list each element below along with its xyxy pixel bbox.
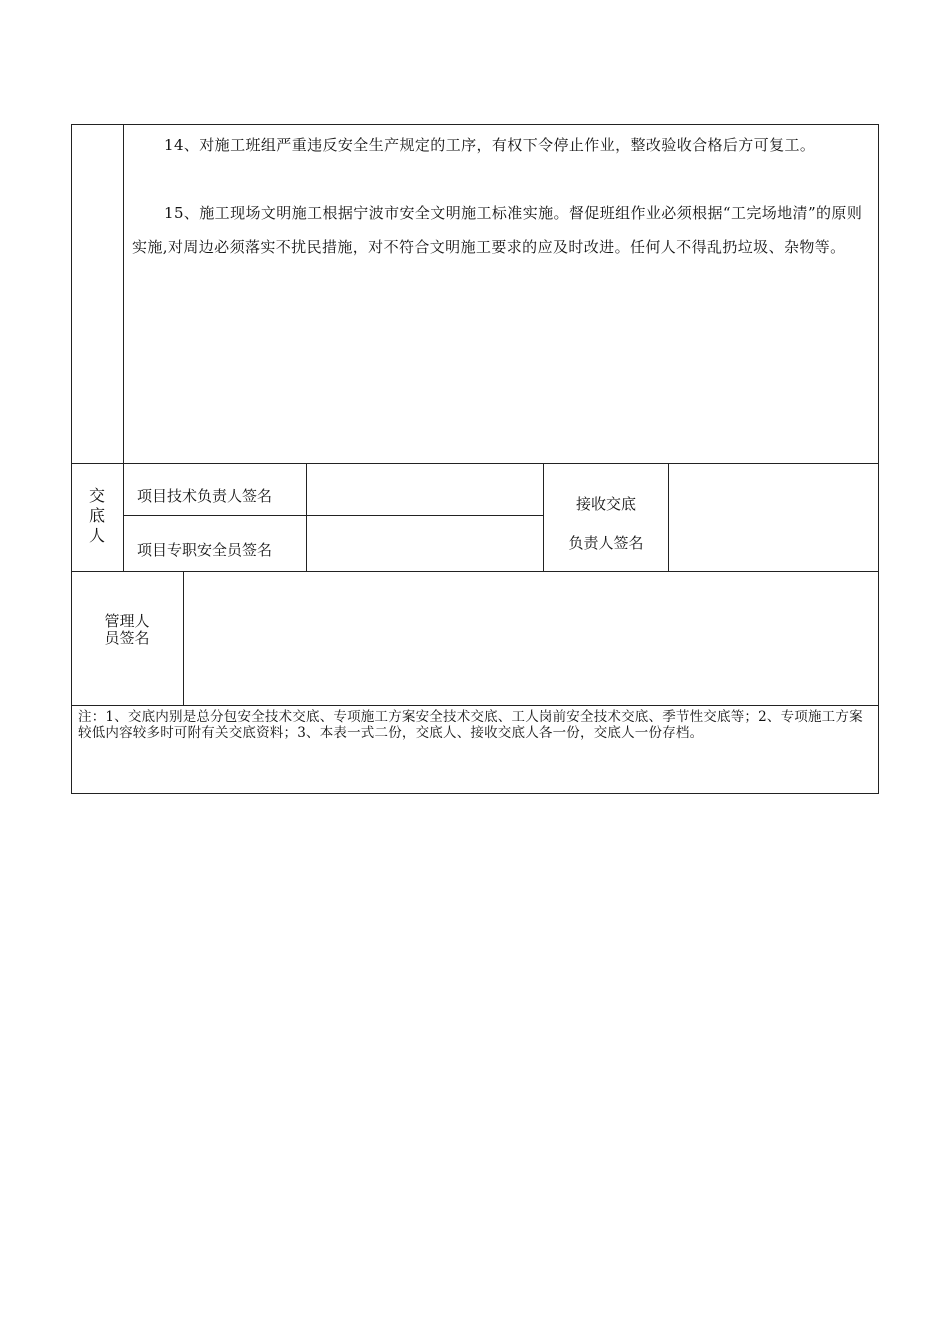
safety-officer-signature-field[interactable] (307, 516, 543, 571)
safety-officer-signature-label: 项目专职安全员签名 (137, 541, 273, 559)
discloser-label: 交底人 (88, 486, 105, 545)
management-signature-field[interactable] (184, 572, 878, 705)
col-divider-label (123, 124, 124, 572)
table-border-top (71, 124, 879, 125)
tech-lead-signature-field[interactable] (307, 464, 543, 515)
disclosure-form-table (71, 124, 879, 794)
receiver-label-line1: 接收交底 (575, 495, 636, 513)
col-divider-sign2 (543, 463, 544, 572)
row-divider-management (71, 705, 879, 706)
management-label-line2: 员签名 (104, 629, 150, 647)
table-border-left (71, 124, 72, 794)
content-item-15: 15、施工现场文明施工根据宁波市安全文明施工标准实施。督促班组作业必须根据“工完场地清”的原则实施,对周边必须落实不扰民措施，对不符合文明施工要求的应及时改进。任何人不得乱扔垃圾、杂物等。 (132, 204, 863, 256)
table-border-right (878, 124, 879, 794)
tech-lead-signature-label: 项目技术负责人签名 (137, 487, 273, 505)
receiver-label-line2: 负责人签名 (568, 534, 644, 552)
table-border-bottom (71, 793, 879, 794)
footnote: 注：1、交底内别是总分包安全技术交底、专项施工方案安全技术交底、工人岗前安全技术交底、季节性交底等；2、专项施工方案较低内容较多时可附有关交底资料；3、本表一式二份，交底人、接收交底人各一份，交底人一份存档。 (78, 709, 863, 741)
content-item-14: 14、对施工班组严重违反安全生产规定的工序，有权下令停止作业，整改验收合格后方可复工。 (164, 136, 816, 154)
receiver-signature-field[interactable] (669, 464, 878, 571)
management-label-line1: 管理人 (104, 612, 150, 630)
